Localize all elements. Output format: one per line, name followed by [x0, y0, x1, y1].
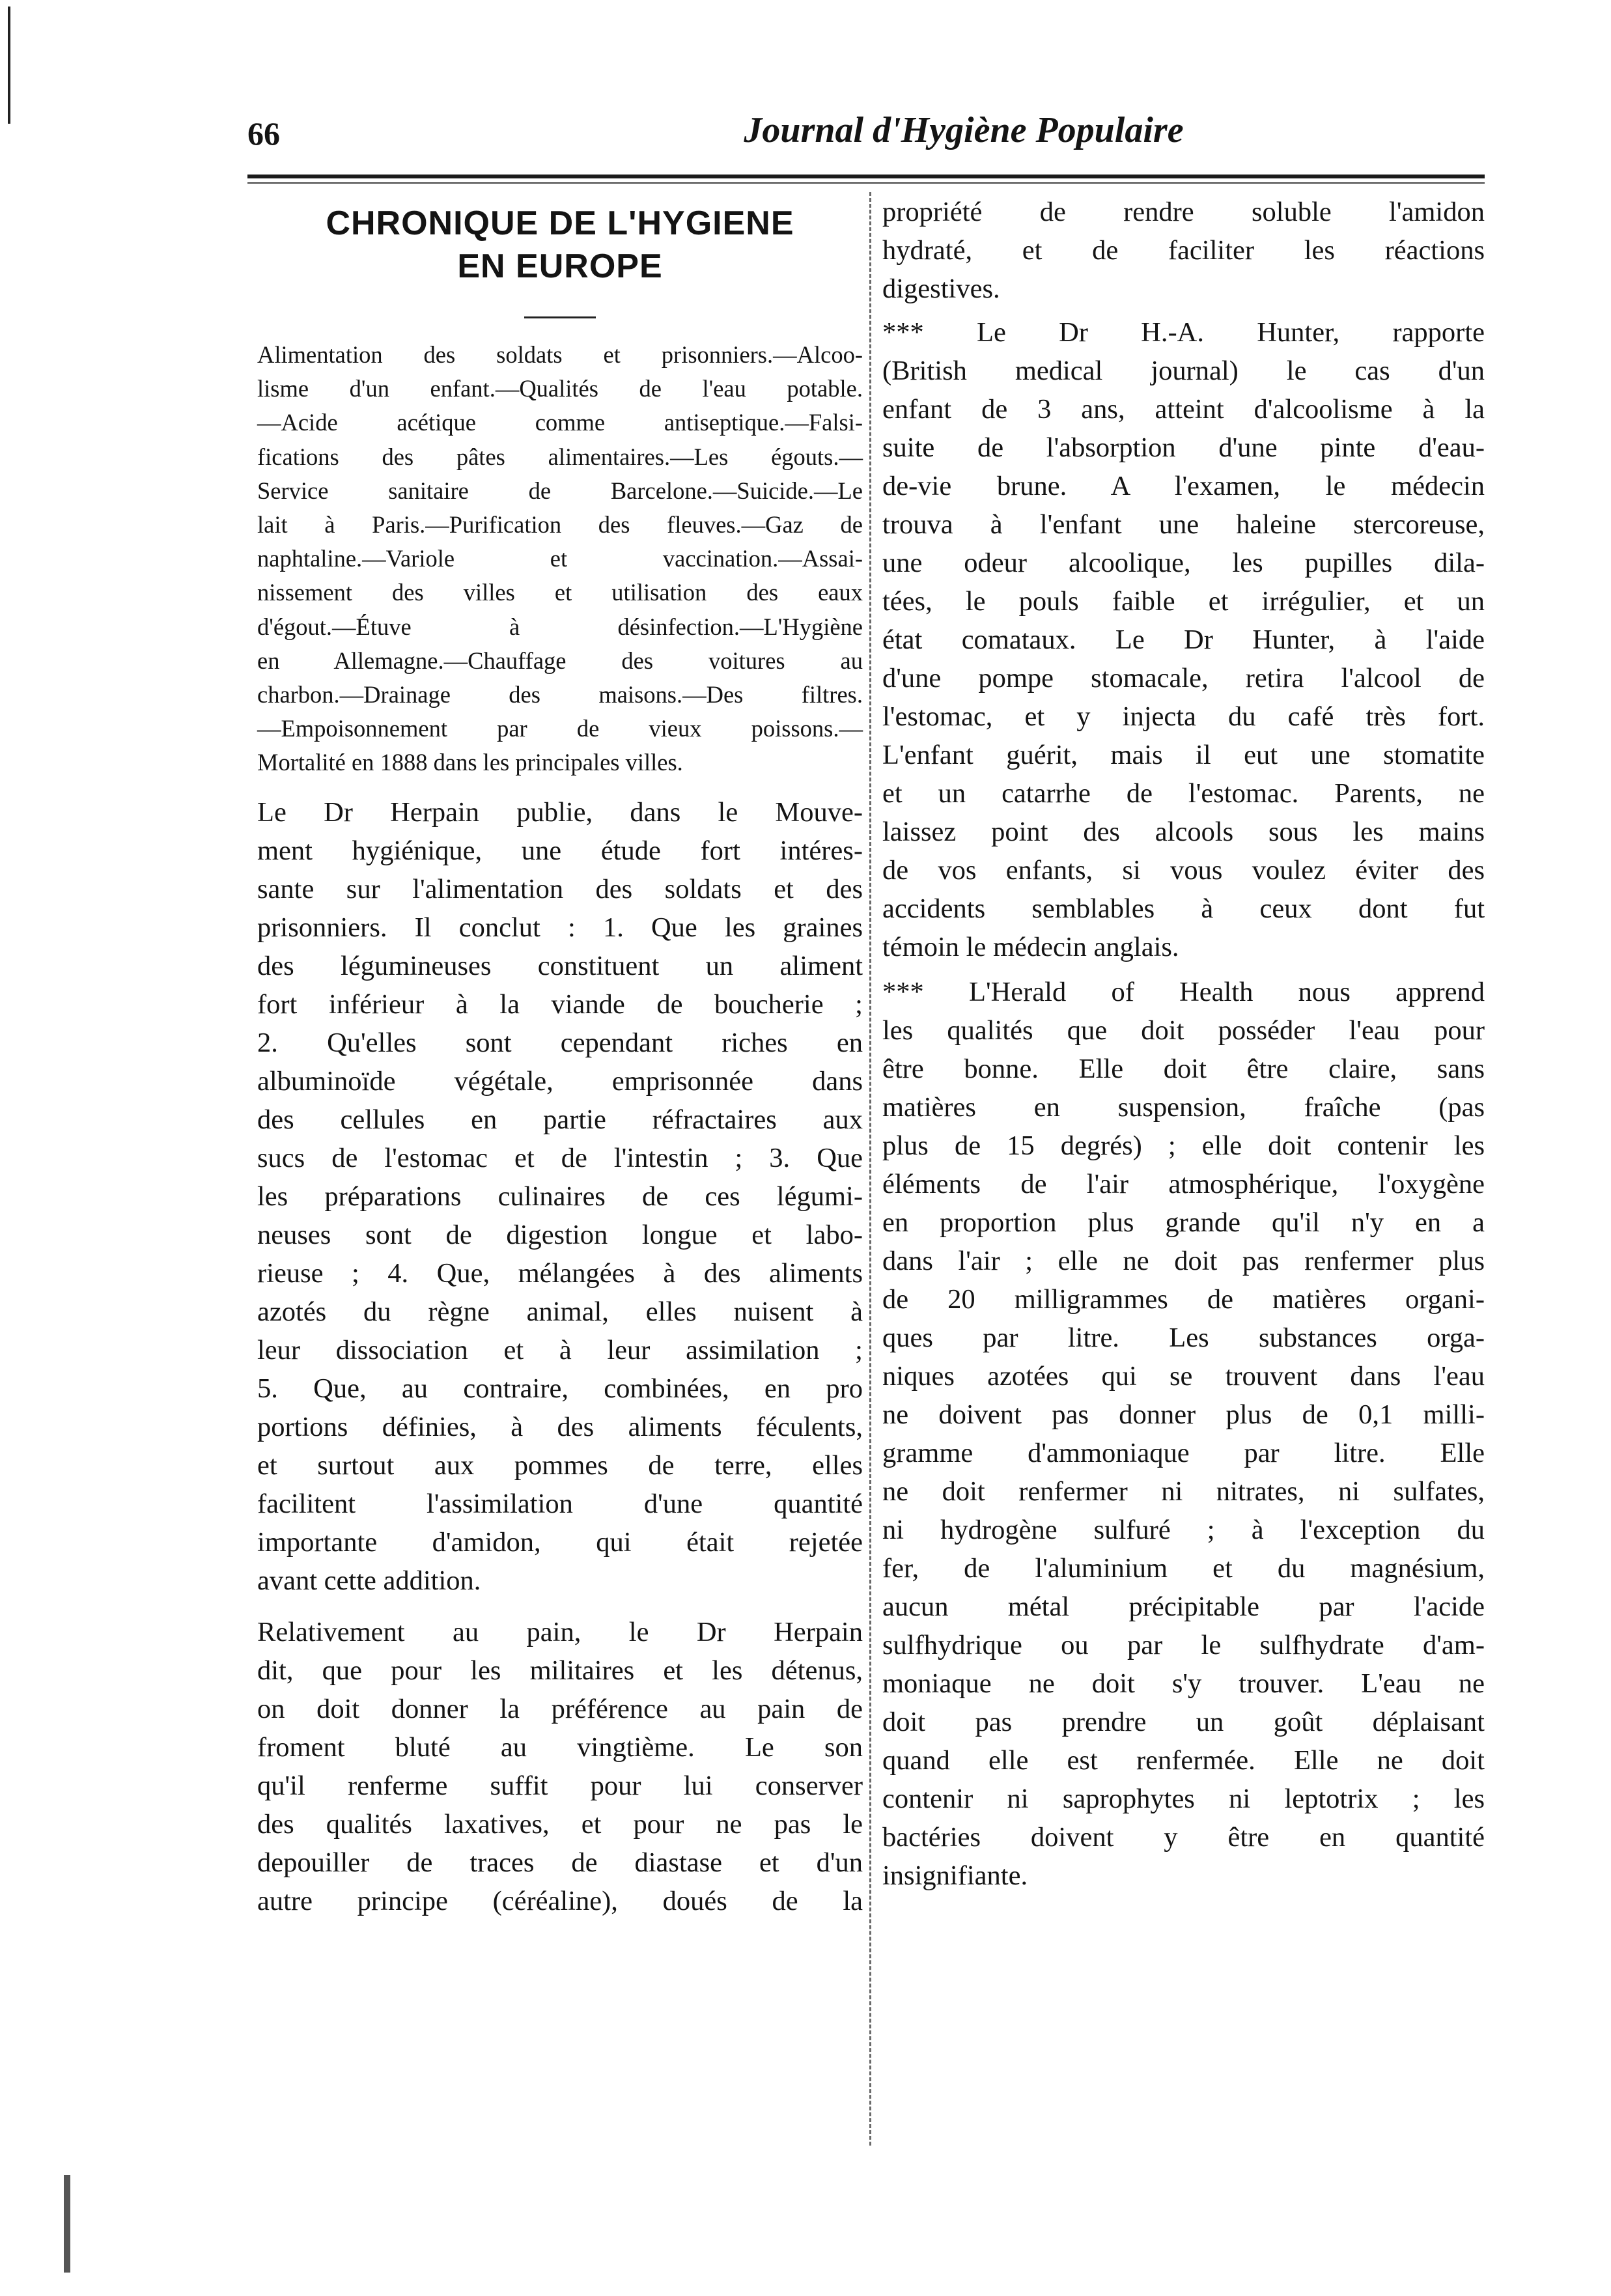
summary-line: nissement des villes et utilisation des eaux: [257, 579, 863, 606]
text-line: les préparations culinaires de ces légumi-: [257, 1181, 863, 1212]
text-line: hydraté, et de faciliter les réactions: [882, 235, 1485, 266]
text-line: depouiller de traces de diastase et d'un: [257, 1847, 863, 1878]
text-line: matières en suspension, fraîche (pas: [882, 1092, 1485, 1123]
paragraph-herpain: [257, 793, 863, 1600]
summary-line: Service sanitaire de Barcelone.—Suicide.—Le: [257, 477, 863, 504]
text-line: quand elle est renfermée. Elle ne doit: [882, 1745, 1485, 1776]
text-line: fort inférieur à la viande de boucherie ;: [257, 988, 863, 1020]
scan-edge-mark: [64, 2175, 70, 2273]
summary-line: —Acide acétique comme antiseptique.—Falsi-: [257, 409, 863, 436]
text-line: aucun métal précipitable par l'acide: [882, 1591, 1485, 1622]
text-line: gramme d'ammoniaque par litre. Elle: [882, 1438, 1485, 1468]
summary-line: lisme d'un enfant.—Qualités de l'eau potable.: [257, 375, 863, 402]
summary-line: fications des pâtes alimentaires.—Les égouts.—: [257, 443, 863, 470]
article-title-line: EN EUROPE: [457, 247, 663, 285]
article-summary: [257, 338, 863, 780]
text-line: ni hydrogène sulfuré ; à l'exception du: [882, 1515, 1485, 1545]
text-line: dit, que pour les militaires et les détenus,: [257, 1655, 863, 1686]
text-line: fer, de l'aluminium et du magnésium,: [882, 1553, 1485, 1584]
paragraph-pain: [257, 1613, 863, 1920]
text-line: moniaque ne doit s'y trouver. L'eau ne: [882, 1668, 1485, 1699]
summary-line: —Empoisonnement par de vieux poissons.—: [257, 715, 863, 742]
text-line: trouva à l'enfant une haleine stercoreuse,: [882, 509, 1485, 540]
text-line: de vos enfants, si vous voulez éviter des: [882, 855, 1485, 886]
text-line: leur dissociation et à leur assimilation ;: [257, 1334, 863, 1365]
text-line: Relativement au pain, le Dr Herpain: [257, 1616, 863, 1647]
text-line: azotés du règne animal, elles nuisent à: [257, 1296, 863, 1327]
summary-line: lait à Paris.—Purification des fleuves.—Gaz de: [257, 511, 863, 539]
text-line: des légumineuses constituent un aliment: [257, 950, 863, 981]
paragraph-hunter: [882, 313, 1485, 966]
text-line: contenir ni saprophytes ni leptotrix ; les: [882, 1784, 1485, 1814]
text-line: et surtout aux pommes de terre, elles: [257, 1449, 863, 1481]
text-line: de 20 milligrammes de matières organi-: [882, 1284, 1485, 1315]
text-line: qu'il renferme suffit pour lui conserver: [257, 1770, 863, 1801]
summary-line: en Allemagne.—Chauffage des voitures au: [257, 647, 863, 674]
header-rule-thin: [247, 182, 1485, 184]
text-line: sulfhydrique ou par le sulfhydrate d'am-: [882, 1630, 1485, 1660]
text-line: éléments de l'air atmosphérique, l'oxygène: [882, 1169, 1485, 1199]
text-line: rieuse ; 4. Que, mélangées à des aliments: [257, 1257, 863, 1289]
summary-line: d'égout.—Étuve à désinfection.—L'Hygiène: [257, 613, 863, 640]
text-line: une odeur alcoolique, les pupilles dila-: [882, 548, 1485, 578]
text-line: de-vie brune. A l'examen, le médecin: [882, 471, 1485, 501]
text-line: (British medical journal) le cas d'un: [882, 356, 1485, 386]
page-header: [247, 109, 1485, 161]
article-title-line: CHRONIQUE DE L'HYGIENE: [326, 204, 794, 242]
text-line: et un catarrhe de l'estomac. Parents, ne: [882, 778, 1485, 809]
text-line: dans l'air ; elle ne doit pas renfermer plus: [882, 1246, 1485, 1276]
text-line: avant cette addition.: [257, 1565, 481, 1596]
text-line: des cellules en partie réfractaires aux: [257, 1104, 863, 1135]
text-line: facilitent l'assimilation d'une quantité: [257, 1488, 863, 1519]
paragraph-continuation: [882, 193, 1485, 308]
text-line: Le Dr Herpain publie, dans le Mouve-: [257, 796, 863, 828]
text-line: insignifiante.: [882, 1860, 1028, 1891]
left-column: [257, 202, 863, 1920]
text-line: 5. Que, au contraire, combinées, en pro: [257, 1373, 863, 1404]
title-rule: [524, 316, 596, 318]
text-line: propriété de rendre soluble l'amidon: [882, 197, 1485, 227]
scan-edge-mark: [8, 7, 10, 124]
text-line: digestives.: [882, 273, 1000, 304]
text-line: ment hygiénique, une étude fort intéres-: [257, 835, 863, 866]
text-line: ne doivent pas donner plus de 0,1 milli-: [882, 1399, 1485, 1430]
text-line: ques par litre. Les substances orga-: [882, 1323, 1485, 1353]
text-line: niques azotées qui se trouvent dans l'eau: [882, 1361, 1485, 1392]
summary-line: charbon.—Drainage des maisons.—Des filtres.: [257, 681, 863, 708]
paragraph-herald: [882, 973, 1485, 1895]
summary-line: Mortalité en 1888 dans les principales villes.: [257, 749, 683, 776]
text-line: *** L'Herald of Health nous apprend: [882, 977, 1485, 1007]
text-line: témoin le médecin anglais.: [882, 932, 1179, 962]
text-line: plus de 15 degrés) ; elle doit contenir les: [882, 1130, 1485, 1161]
right-column: [882, 193, 1485, 1895]
text-line: 2. Qu'elles sont cependant riches en: [257, 1027, 863, 1058]
article-title: [257, 202, 863, 288]
text-line: autre principe (céréaline), doués de la: [257, 1885, 863, 1916]
text-line: être bonne. Elle doit être claire, sans: [882, 1054, 1485, 1084]
text-line: en proportion plus grande qu'il n'y en a: [882, 1207, 1485, 1238]
text-line: suite de l'absorption d'une pinte d'eau-: [882, 432, 1485, 463]
text-line: les qualités que doit posséder l'eau pour: [882, 1015, 1485, 1046]
page-number: 66: [247, 115, 280, 152]
text-line: ne doit renfermer ni nitrates, ni sulfates,: [882, 1476, 1485, 1507]
text-line: neuses sont de digestion longue et labo-: [257, 1219, 863, 1250]
text-line: prisonniers. Il conclut : 1. Que les graines: [257, 912, 863, 943]
text-line: sucs de l'estomac et de l'intestin ; 3. Que: [257, 1142, 863, 1173]
text-line: sante sur l'alimentation des soldats et des: [257, 873, 863, 904]
text-line: enfant de 3 ans, atteint d'alcoolisme à la: [882, 394, 1485, 425]
text-line: portions définies, à des aliments féculents,: [257, 1411, 863, 1442]
running-title: Journal d'Hygiène Populaire: [744, 110, 1184, 150]
column-divider: [869, 192, 871, 2146]
text-line: l'estomac, et y injecta du café très fort.: [882, 701, 1485, 732]
text-line: tées, le pouls faible et irrégulier, et un: [882, 586, 1485, 617]
text-line: d'une pompe stomacale, retira l'alcool de: [882, 663, 1485, 693]
text-line: on doit donner la préférence au pain de: [257, 1693, 863, 1724]
text-line: bactéries doivent y être en quantité: [882, 1822, 1485, 1853]
text-line: importante d'amidon, qui était rejetée: [257, 1526, 863, 1558]
header-rule: [247, 175, 1485, 178]
text-line: état comataux. Le Dr Hunter, à l'aide: [882, 624, 1485, 655]
text-line: L'enfant guérit, mais il eut une stomatite: [882, 740, 1485, 770]
text-line: des qualités laxatives, et pour ne pas le: [257, 1808, 863, 1840]
text-line: laissez point des alcools sous les mains: [882, 817, 1485, 847]
text-line: froment bluté au vingtième. Le son: [257, 1731, 863, 1763]
text-line: accidents semblables à ceux dont fut: [882, 893, 1485, 924]
text-line: *** Le Dr H.-A. Hunter, rapporte: [882, 317, 1485, 348]
text-line: albuminoïde végétale, emprisonnée dans: [257, 1065, 863, 1097]
text-line: doit pas prendre un goût déplaisant: [882, 1707, 1485, 1737]
summary-line: Alimentation des soldats et prisonniers.—Alcoo-: [257, 341, 863, 368]
summary-line: naphtaline.—Variole et vaccination.—Assai-: [257, 545, 863, 572]
